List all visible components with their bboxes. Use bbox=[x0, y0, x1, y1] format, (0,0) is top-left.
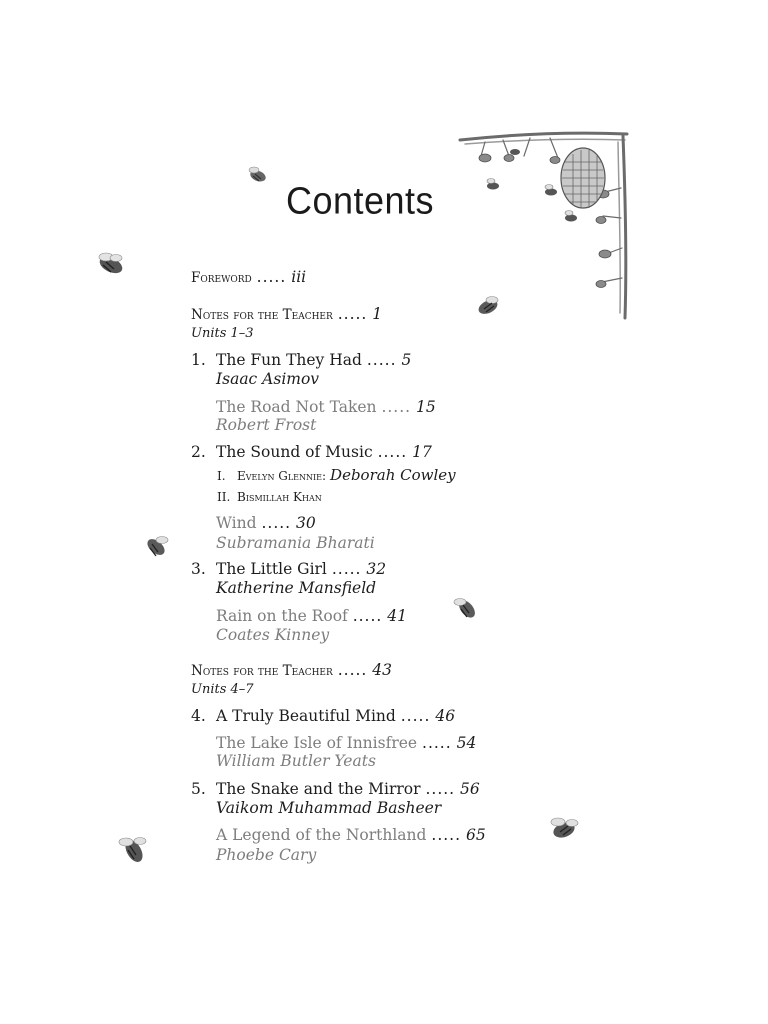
entry-label: Foreword bbox=[191, 270, 252, 286]
page-number: 65 bbox=[465, 826, 486, 844]
leader-dots: ..... bbox=[261, 514, 292, 532]
chapter-title: A Truly Beautiful Mind bbox=[216, 707, 396, 725]
leader-dots: ..... bbox=[381, 398, 412, 416]
leader-dots: ..... bbox=[337, 305, 368, 323]
chapter-title: The Little Girl bbox=[216, 560, 327, 578]
units-label: Units 1–3 bbox=[191, 326, 254, 341]
page-number: 41 bbox=[387, 607, 408, 625]
subentry-label: Bismillah Khan bbox=[237, 490, 322, 504]
bee-icon bbox=[92, 248, 130, 280]
toc-subentry[interactable] bbox=[217, 487, 322, 507]
toc-entry-chapter[interactable] bbox=[191, 706, 455, 726]
page-number: 1 bbox=[372, 305, 383, 323]
chapter-number: 2. bbox=[191, 443, 206, 461]
leader-dots: ..... bbox=[425, 780, 456, 798]
leader-dots: ..... bbox=[337, 661, 368, 679]
bee-icon bbox=[472, 292, 506, 320]
poem-author: William Butler Yeats bbox=[216, 752, 376, 770]
poem-author: Coates Kinney bbox=[216, 626, 330, 644]
poem-author: Phoebe Cary bbox=[216, 846, 317, 864]
toc-entry-chapter[interactable] bbox=[191, 559, 386, 579]
poem-author: Subramania Bharati bbox=[216, 534, 375, 552]
toc-entry-notes-teacher[interactable] bbox=[191, 660, 392, 681]
poem-title: The Road Not Taken bbox=[216, 398, 377, 416]
page-number: 17 bbox=[412, 443, 432, 461]
leader-dots: ..... bbox=[422, 734, 452, 752]
leader-dots: ..... bbox=[400, 707, 431, 725]
poem-title: A Legend of the Northland bbox=[216, 826, 427, 844]
bee-icon bbox=[450, 592, 484, 624]
leader-dots: ..... bbox=[431, 826, 462, 844]
leader-dots: ..... bbox=[377, 443, 408, 461]
poem-title: Rain on the Roof bbox=[216, 607, 348, 625]
chapter-title: The Sound of Music bbox=[216, 443, 373, 461]
page-number: 5 bbox=[401, 351, 412, 369]
toc-entry-foreword[interactable] bbox=[191, 267, 306, 288]
page-number: 32 bbox=[366, 560, 387, 578]
chapter-title: The Snake and the Mirror bbox=[216, 780, 421, 798]
subentry-author: Deborah Cowley bbox=[330, 466, 456, 484]
roman-numeral: I. bbox=[217, 469, 226, 483]
page-number: 56 bbox=[460, 780, 480, 798]
leader-dots: ..... bbox=[352, 607, 383, 625]
bee-icon bbox=[140, 530, 174, 562]
poem-author: Robert Frost bbox=[216, 416, 317, 434]
page-title: Contents bbox=[285, 178, 435, 222]
toc-entry-poem[interactable] bbox=[216, 513, 316, 533]
chapter-author: Vaikom Muhammad Basheer bbox=[216, 799, 442, 817]
toc-entry-chapter[interactable] bbox=[191, 442, 432, 462]
chapter-title: The Fun They Had bbox=[216, 351, 362, 369]
chapter-number: 5. bbox=[191, 780, 206, 798]
toc-entry-poem[interactable] bbox=[216, 825, 486, 845]
toc-subentry[interactable] bbox=[217, 465, 456, 486]
leader-dots: ..... bbox=[366, 351, 397, 369]
toc-entry-chapter[interactable] bbox=[191, 779, 480, 799]
leader-dots: ..... bbox=[331, 560, 362, 578]
leader-dots: ..... bbox=[256, 268, 287, 286]
page-number: iii bbox=[291, 268, 307, 286]
poem-title: The Lake Isle of Innisfree bbox=[216, 734, 418, 752]
page-number: 15 bbox=[416, 398, 436, 416]
bee-icon bbox=[546, 812, 584, 846]
entry-label: Notes for the Teacher bbox=[191, 307, 333, 323]
page-number: 43 bbox=[372, 661, 393, 679]
page-number: 54 bbox=[456, 734, 477, 752]
chapter-author: Katherine Mansfield bbox=[216, 579, 377, 597]
chapter-number: 4. bbox=[191, 707, 206, 725]
units-label: Units 4–7 bbox=[191, 682, 254, 697]
toc-entry-poem[interactable] bbox=[216, 606, 407, 626]
page-number: 46 bbox=[435, 707, 456, 725]
chapter-number: 3. bbox=[191, 560, 206, 578]
toc-entry-notes-teacher[interactable] bbox=[191, 304, 382, 325]
toc-entry-poem[interactable] bbox=[216, 397, 436, 417]
page-number: 30 bbox=[296, 514, 316, 532]
toc-entry-poem[interactable] bbox=[216, 733, 476, 753]
toc-entry-chapter[interactable] bbox=[191, 350, 411, 370]
roman-numeral: II. bbox=[217, 490, 231, 504]
bee-icon bbox=[114, 830, 154, 870]
entry-label: Notes for the Teacher bbox=[191, 663, 333, 679]
chapter-author: Isaac Asimov bbox=[216, 370, 320, 388]
poem-title: Wind bbox=[216, 514, 257, 532]
chapter-number: 1. bbox=[191, 351, 206, 369]
subentry-label: Evelyn Glennie: bbox=[237, 469, 327, 483]
